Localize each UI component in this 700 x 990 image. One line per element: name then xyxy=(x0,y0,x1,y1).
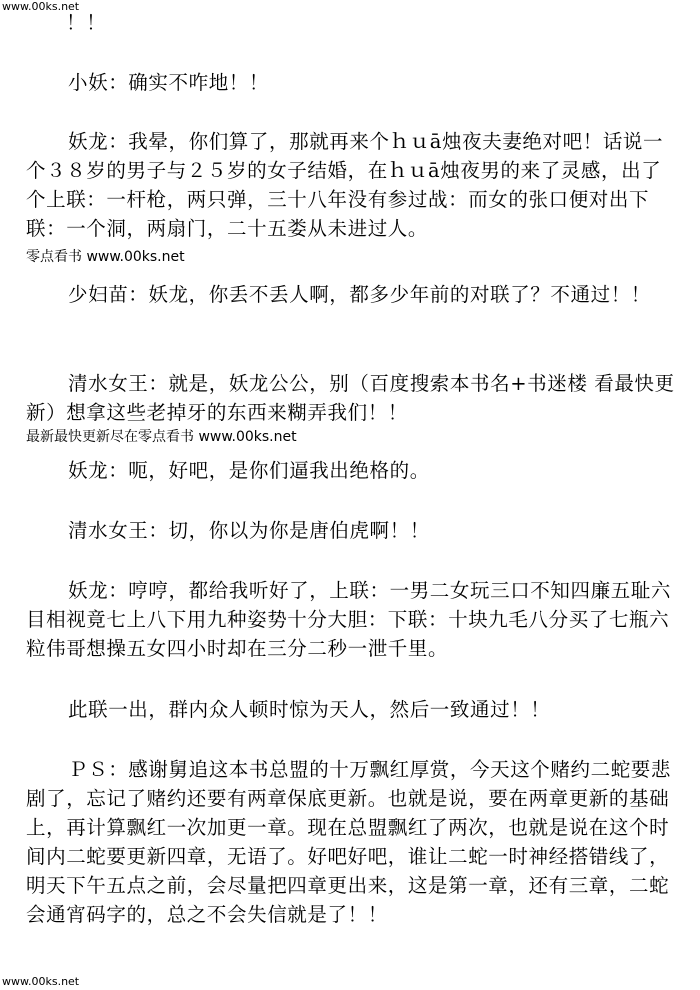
paragraph-shaofumiao: 少妇苗：妖龙，你丢不丢人啊，都多少年前的对联了？不通过！！ xyxy=(68,283,651,306)
header-watermark-url: www.00ks.net xyxy=(2,0,80,13)
paragraph-postscript: ＰＳ：感谢舅追这本书总盟的十万飘红厚赏，今天这个赌约二蛇要悲剧了，忘记了赌约还要有两章保底更新。也就是说，要在两章更新的基础上，再计算飘红一次加更一章。现在总盟飘红了两次，也就是说在这个时间内二蛇要更新四章，无语了。好吧好吧，谁让二蛇一时神经搭错线了，明天下午五点之前，会尽量把四章更出来，这是第一章，还有三章，二蛇会通宵码字的，总之不会失信就是了！！ xyxy=(26,758,672,926)
paragraph-qingshui-1: 清水女王：就是，妖龙公公，别（百度搜索本书名+书迷楼 看最快更新）想拿这些老掉牙的东西来糊弄我们！！ xyxy=(26,372,675,424)
watermark-ad-line: 零点看书 www.00ks.net xyxy=(26,249,185,265)
watermark-ad-line-2: 最新最快更新尽在零点看书 www.00ks.net xyxy=(26,429,297,445)
paragraph-xiaoyao: 小妖：确实不咋地！！ xyxy=(68,71,270,94)
paragraph-qingshui-2: 清水女王：切，你以为你是唐伯虎啊！！ xyxy=(68,519,430,542)
paragraph-yaolong-reply: 妖龙：呃，好吧，是你们逼我出绝格的。 xyxy=(68,459,430,482)
paragraph-yaolong-couplet-1: 妖龙：我晕，你们算了，那就再来个ｈｕā烛夜夫妻绝对吧！话说一个３８岁的男子与２５岁的女子结婚，在ｈｕā烛夜男的来了灵感，出了个上联：一杆枪，两只弹，三十八年没有参过战：而女的张口便对出下联：一个洞，两扇门，二十五娄从未进过人。 xyxy=(26,130,664,240)
paragraph-yaolong-couplet-2: 妖龙：哼哼，都给我听好了，上联：一男二女玩三口不知四廉五耻六目相视竟七上八下用九种姿势十分大胆：下联：十块九毛八分买了七瓶六粒伟哥想操五女四小时却在三分二秒一泄千里。 xyxy=(26,579,672,660)
paragraph-exclamation: ！！ xyxy=(66,11,107,34)
paragraph-group-approval: 此联一出，群内众人顿时惊为天人，然后一致通过！！ xyxy=(68,698,551,721)
footer-watermark-url: www.00ks.net xyxy=(2,975,80,988)
